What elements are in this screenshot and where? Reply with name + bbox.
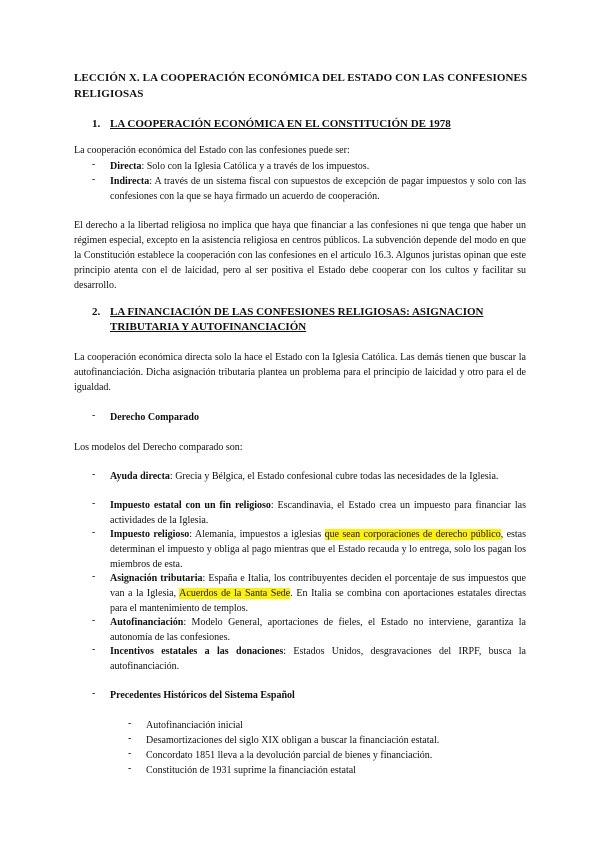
- model-impuesto-estatal: [110, 498, 526, 528]
- term-directa: Directa: [110, 161, 142, 172]
- precedente-item: Concordato 1851 lleva a la devolución parcial de bienes y financiación.: [146, 750, 433, 761]
- section2-number: 2.: [92, 306, 101, 318]
- list-dash: -: [128, 763, 132, 774]
- list-dash: -: [128, 733, 132, 744]
- section1-intro: La cooperación económica del Estado con las confesiones puede ser:: [74, 145, 350, 156]
- model-autofinanciacion: [110, 615, 526, 645]
- list-dash: -: [92, 571, 96, 582]
- term-impuesto-estatal: Impuesto estatal con un fin religioso: [110, 500, 271, 511]
- list-dash: -: [92, 159, 96, 170]
- text-indirecta: : A través de un sistema fiscal con supuestos de excepción de pagar impuestos y solo con las confesiones con la que se haya firmado un acuerdo de cooperación.: [110, 176, 526, 202]
- precedentes-heading: Precedentes Históricos del Sistema Español: [110, 690, 295, 701]
- section2-heading-line2: TRIBUTARIA Y AUTOFINANCIACIÓN: [110, 321, 307, 333]
- lesson-title-line2: RELIGIOSAS: [74, 88, 144, 100]
- term-impuesto-religioso: Impuesto religioso: [110, 529, 190, 540]
- precedente-item: Constitución de 1931 suprime la financiación estatal: [146, 765, 356, 776]
- list-dash: -: [128, 718, 132, 729]
- item-directa: [110, 159, 369, 174]
- section1-heading: LA COOPERACIÓN ECONÓMICA EN EL CONSTITUCIÓN DE 1978: [110, 118, 451, 130]
- list-dash: -: [92, 615, 96, 626]
- precedente-item: Autofinanciación inicial: [146, 720, 243, 731]
- model-impuesto-religioso: [110, 527, 526, 572]
- list-dash: -: [92, 498, 96, 509]
- text-asignacion-a: : España e Italia, los contribuyentes deciden el porcentaje de sus impuestos que van a la Iglesia,: [110, 573, 526, 599]
- term-autofinanciacion: Autofinanciación: [110, 617, 184, 628]
- term-incentivos: Incentivos estatales a las donaciones: [110, 646, 284, 657]
- text-impuesto-religioso-b: , estas determinan el impuesto y obliga al pago mientras que el Estado recauda y lo entrega, solo los pagan los miembros de esta.: [110, 529, 527, 570]
- model-incentivos: [110, 644, 526, 674]
- term-ayuda: Ayuda directa: [110, 471, 170, 482]
- list-dash: -: [92, 644, 96, 655]
- list-dash: -: [128, 748, 132, 759]
- list-dash: -: [92, 527, 96, 538]
- highlight-santa-sede: Acuerdos de la Santa Sede: [179, 588, 291, 599]
- lesson-title-line1: LECCIÓN X. LA COOPERACIÓN ECONÓMICA DEL ESTADO CON LAS CONFESIONES: [74, 72, 528, 84]
- model-ayuda-directa: [110, 469, 526, 484]
- section2-paragraph: La cooperación económica directa solo la hace el Estado con la Iglesia Católica. Las demás tienen que buscar la autofinanciación. Dicha asignación tributaria plantea un problema para el principio de laicidad y otro para el de igualdad.: [74, 352, 526, 393]
- section1-number: 1.: [92, 118, 101, 130]
- precedente-item: Desamortizaciones del siglo XIX obligan a buscar la financiación estatal.: [146, 735, 440, 746]
- subheading-derecho-comparado: Derecho Comparado: [110, 412, 199, 423]
- list-dash: -: [92, 688, 96, 699]
- list-dash: -: [92, 410, 96, 421]
- model-asignacion-tributaria: [110, 571, 526, 616]
- text-directa: : Solo con la Iglesia Católica y a través de los impuestos.: [141, 161, 370, 172]
- term-asignacion: Asignación tributaria: [110, 573, 203, 584]
- item-indirecta: [110, 174, 526, 204]
- text-impuesto-religioso-a: : Alemania, impuestos a iglesias: [189, 529, 325, 540]
- list-dash: -: [92, 469, 96, 480]
- text-autofinanciacion: : Modelo General, aportaciones de fieles, el Estado no interviene, garantiza la autonomía de las confesiones.: [110, 617, 526, 643]
- text-impuesto-estatal: : Escandinavia, el Estado crea un impuesto para financiar las actividades de la Iglesia.: [110, 500, 526, 526]
- section2-heading-line1: LA FINANCIACIÓN DE LAS CONFESIONES RELIGIOSAS: ASIGNACION: [110, 306, 484, 318]
- models-intro: Los modelos del Derecho comparado son:: [74, 442, 243, 453]
- highlight-derecho-publico: que sean corporaciones de derecho público: [324, 529, 501, 540]
- text-incentivos: : Estados Unidos, desgravaciones del IRPF, busca la autofinanciación.: [110, 646, 526, 672]
- text-ayuda: : Grecia y Bélgica, el Estado confesional cubre todas las necesidades de la Iglesia.: [169, 471, 499, 482]
- list-dash: -: [92, 174, 96, 185]
- text-asignacion-b: . En Italia se combina con aportaciones estatales directas para el mantenimiento de templos.: [110, 588, 526, 614]
- section1-paragraph: El derecho a la libertad religiosa no implica que haya que financiar a las confesiones ni que tenga que haber un régimen especial, excepto en la asistencia religiosa en centros públicos. La subvención depende del modo en que la Constitución establece la cooperación con las confesiones en el artículo 16.3. Algunos juristas opinan que este principio atenta con el de laicidad, pero al ser positiva el Estado debe cooperar con los cultos y facilitar su desarrollo.: [74, 220, 526, 291]
- term-indirecta: Indirecta: [110, 176, 150, 187]
